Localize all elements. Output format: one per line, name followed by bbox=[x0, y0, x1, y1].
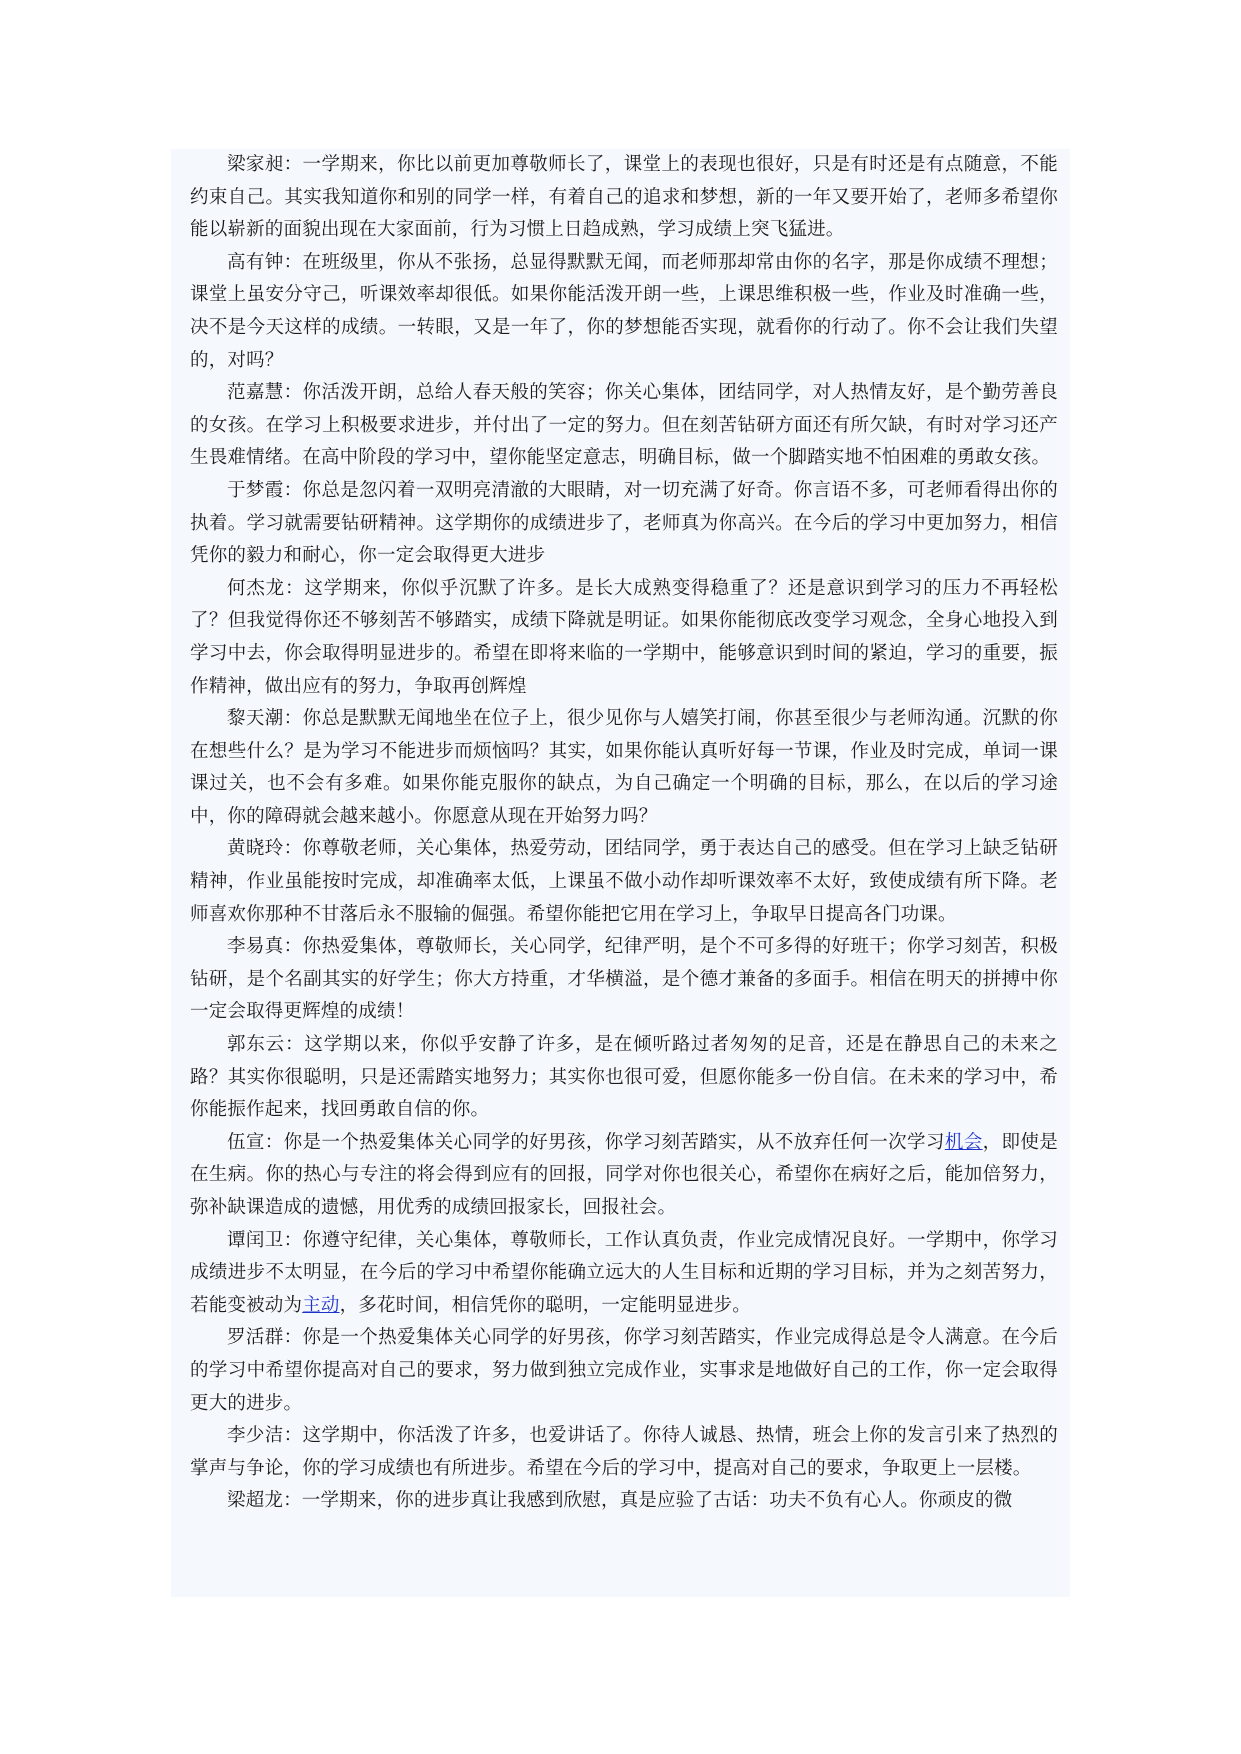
paragraph-text: 李少洁：这学期中，你活泼了许多，也爱讲话了。你待人诚恳、热情，班会上你的发言引来了热烈的掌声与争论，你的学习成绩也有所进步。希望在今后的学习中，提高对自己的要求，争取更上一层楼。 bbox=[190, 1425, 1058, 1479]
document-body bbox=[171, 149, 1070, 1597]
comment-paragraph bbox=[190, 833, 1058, 931]
paragraph-text: 何杰龙：这学期来，你似乎沉默了许多。是长大成熟变得稳重了？还是意识到学习的压力不再轻松了？但我觉得你还不够刻苦不够踏实，成绩下降就是明证。如果你能彻底改变学习观念，全身心地投入到学习中去，你会取得明显进步的。希望在即将来临的一学期中，能够意识到时间的紧迫，学习的重要，振作精神，做出应有的努力，争取再创辉煌 bbox=[190, 577, 1058, 697]
inline-link[interactable]: 主动 bbox=[302, 1294, 340, 1316]
paragraph-text: ，即使是在生病。你的热心与专注的将会得到应有的回报，同学对你也很关心，希望你在病好之后，能加倍努力，弥补缺课造成的遗憾，用优秀的成绩回报家长，回报社会。 bbox=[190, 1131, 1058, 1218]
inline-link[interactable]: 机会 bbox=[944, 1131, 983, 1153]
comment-paragraph bbox=[190, 149, 1058, 247]
paragraph-text: ，多花时间，相信凭你的聪明，一定能明显进步。 bbox=[339, 1294, 752, 1316]
comment-paragraph bbox=[190, 475, 1058, 573]
paragraph-text: 李易真：你热爱集体，尊敬师长，关心同学，纪律严明，是个不可多得的好班干；你学习刻苦，积极钻研，是个名副其实的好学生；你大方持重，才华横溢，是个德才兼备的多面手。相信在明天的拼搏中你一定会取得更辉煌的成绩！ bbox=[190, 936, 1058, 1023]
comment-paragraph bbox=[190, 247, 1058, 377]
paragraph-text: 梁超龙：一学期来，你的进步真让我感到欣慰，真是应验了古话：功夫不负有心人。你顽皮的微 bbox=[227, 1490, 1013, 1512]
paragraph-text: 范嘉慧：你活泼开朗，总给人春天般的笑容；你关心集体，团结同学，对人热情友好，是个勤劳善良的女孩。在学习上积极要求进步，并付出了一定的努力。但在刻苦钻研方面还有所欠缺，有时对学习还产生畏难情绪。在高中阶段的学习中，望你能坚定意志，明确目标，做一个脚踏实地不怕困难的勇敢女孩。 bbox=[190, 382, 1058, 469]
comment-paragraph bbox=[190, 1225, 1058, 1323]
comment-paragraph bbox=[190, 1127, 1058, 1225]
comment-paragraph bbox=[190, 1322, 1058, 1420]
paragraph-text: 伍宣：你是一个热爱集体关心同学的好男孩，你学习刻苦踏实，从不放弃任何一次学习 bbox=[227, 1131, 945, 1153]
comment-paragraph bbox=[190, 1485, 1058, 1518]
comment-paragraph bbox=[190, 1029, 1058, 1127]
comment-paragraph bbox=[190, 573, 1058, 703]
paragraph-text: 高有钟：在班级里，你从不张扬，总显得默默无闻，而老师那却常由你的名字，那是你成绩不理想；课堂上虽安分守己，听课效率却很低。如果你能活泼开朗一些，上课思维积极一些，作业及时准确一些，决不是今天这样的成绩。一转眼，又是一年了，你的梦想能否实现，就看你的行动了。你不会让我们失望的，对吗？ bbox=[190, 251, 1058, 371]
paragraph-text: 黎天潮：你总是默默无闻地坐在位子上，很少见你与人嬉笑打闹，你甚至很少与老师沟通。沉默的你在想些什么？是为学习不能进步而烦恼吗？其实，如果你能认真听好每一节课，作业及时完成，单词一课课过关，也不会有多难。如果你能克服你的缺点，为自己确定一个明确的目标，那么，在以后的学习途中，你的障碍就会越来越小。你愿意从现在开始努力吗？ bbox=[190, 708, 1058, 827]
paragraph-text: 谭闰卫：你遵守纪律，关心集体，尊敬师长，工作认真负责，作业完成情况良好。一学期中，你学习成绩进步不太明显，在今后的学习中希望你能确立远大的人生目标和近期的学习目标，并为之刻苦努力，若能变被动为 bbox=[190, 1229, 1058, 1316]
paragraph-text: 于梦霞：你总是忽闪着一双明亮清澈的大眼睛，对一切充满了好奇。你言语不多，可老师看得出你的执着。学习就需要钻研精神。这学期你的成绩进步了，老师真为你高兴。在今后的学习中更加努力，相信凭你的毅力和耐心，你一定会取得更大进步 bbox=[190, 479, 1058, 567]
comment-paragraph bbox=[190, 703, 1058, 833]
paragraph-text: 黄晓玲：你尊敬老师，关心集体，热爱劳动，团结同学，勇于表达自己的感受。但在学习上缺乏钻研精神，作业虽能按时完成，却准确率太低，上课虽不做小动作却听课效率不太好，致使成绩有所下降。老师喜欢你那种不甘落后永不服输的倔强。希望你能把它用在学习上，争取早日提高各门功课。 bbox=[190, 838, 1058, 925]
comment-paragraph bbox=[190, 1420, 1058, 1485]
paragraph-text: 梁家昶：一学期来，你比以前更加尊敬师长了，课堂上的表现也很好，只是有时还是有点随意，不能约束自己。其实我知道你和别的同学一样，有着自己的追求和梦想，新的一年又要开始了，老师多希望你能以崭新的面貌出现在大家面前，行为习惯上日趋成熟，学习成绩上突飞猛进。 bbox=[190, 154, 1058, 241]
comment-paragraph bbox=[190, 931, 1058, 1029]
comment-paragraph bbox=[190, 377, 1058, 475]
paragraph-text: 郭东云：这学期以来，你似乎安静了许多，是在倾听路过者匆匆的足音，还是在静思自己的未来之路？其实你很聪明，只是还需踏实地努力；其实你也很可爱，但愿你能多一份自信。在未来的学习中，希你能振作起来，找回勇敢自信的你。 bbox=[190, 1034, 1058, 1121]
paragraph-text: 罗活群：你是一个热爱集体关心同学的好男孩，你学习刻苦踏实，作业完成得总是令人满意。在今后的学习中希望你提高对自己的要求，努力做到独立完成作业，实事求是地做好自己的工作，你一定会取得更大的进步。 bbox=[190, 1327, 1058, 1414]
